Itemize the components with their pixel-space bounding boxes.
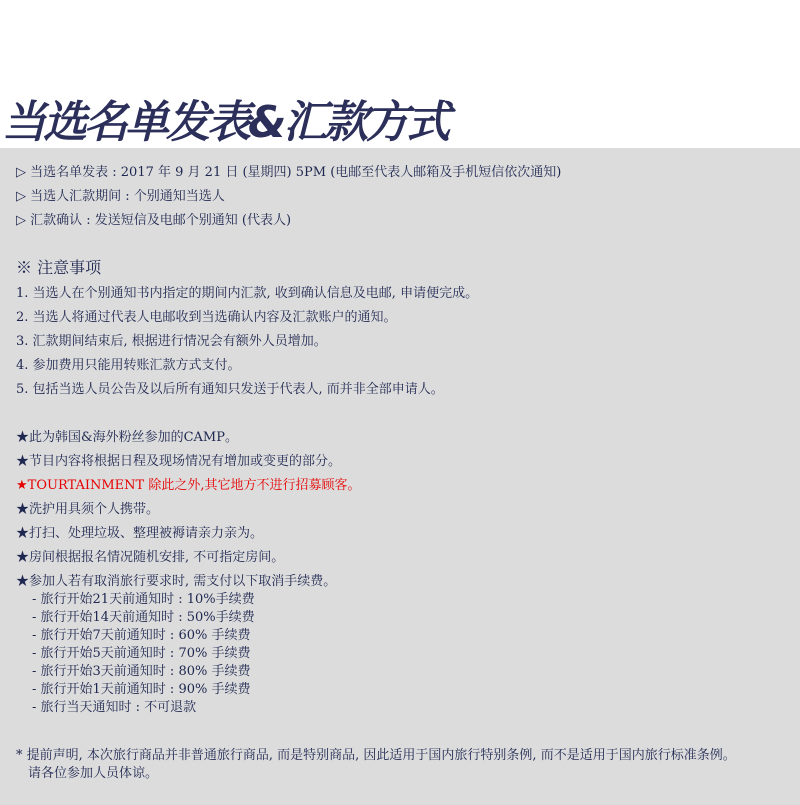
notice-item: 1. 当选人在个别通知书内指定的期间内汇款, 收到确认信息及电邮, 申请便完成。 (16, 286, 479, 301)
cancellation-fee-item: - 旅行开始3天前通知时 : 80% 手续费 (32, 664, 251, 679)
cancellation-fee-item: - 旅行开始21天前通知时 : 10%手续费 (32, 592, 255, 607)
star-note: ★节目内容将根据日程及现场情况有增加或变更的部分。 (16, 454, 342, 469)
schedule-text: 当选名单发表 : 2017 年 9 月 21 日 (星期四) 5PM (电邮至代表人邮箱及手机短信依次通知) (30, 165, 562, 180)
notice-item: 4. 参加费用只能用转账汇款方式支付。 (16, 358, 241, 373)
notice-item: 2. 当选人将通过代表人电邮收到当选确认内容及汇款账户的通知。 (16, 310, 397, 325)
cancellation-fee-item: - 旅行当天通知时 : 不可退款 (32, 700, 197, 715)
disclaimer-line: * 提前声明, 本次旅行商品并非普通旅行商品, 而是特别商品, 因此适用于国内旅行特别条例, 而不是适用于国内旅行标准条例。 (16, 748, 736, 763)
star-note: ★参加人若有取消旅行要求时, 需支付以下取消手续费。 (16, 574, 337, 589)
info-panel (0, 148, 800, 805)
cancellation-fee-item: - 旅行开始14天前通知时 : 50%手续费 (32, 610, 255, 625)
disclaimer-line: 请各位参加人员体谅。 (28, 766, 159, 781)
notice-item: 3. 汇款期间结束后, 根据进行情况会有额外人员增加。 (16, 334, 327, 349)
schedule-text: 当选人汇款期间 : 个别通知当选人 (30, 189, 225, 204)
triangle-right-icon: ▷ (16, 189, 26, 204)
cancellation-fee-item: - 旅行开始7天前通知时 : 60% 手续费 (32, 628, 251, 643)
cancellation-fee-item: - 旅行开始1天前通知时 : 90% 手续费 (32, 682, 251, 697)
schedule-payment-period (16, 188, 225, 206)
notice-heading: ※ 注意事项 (16, 258, 102, 277)
star-note: ★此为韩国&海外粉丝参加的CAMP。 (16, 430, 238, 445)
schedule-announcement (16, 164, 561, 182)
star-note: ★房间根据报名情况随机安排, 不可指定房间。 (16, 550, 285, 565)
star-note: ★打扫、处理垃圾、整理被褥请亲力亲为。 (16, 526, 264, 541)
page-title: 当选名单发表&汇款方式 (2, 97, 448, 148)
notice-item: 5. 包括当选人员公告及以后所有通知只发送于代表人, 而并非全部申请人。 (16, 382, 444, 397)
cancellation-fee-item: - 旅行开始5天前通知时 : 70% 手续费 (32, 646, 251, 661)
triangle-right-icon: ▷ (16, 213, 26, 228)
star-note: ★洗护用具须个人携带。 (16, 502, 160, 517)
schedule-payment-confirmation (16, 212, 291, 230)
schedule-text: 汇款确认 : 发送短信及电邮个别通知 (代表人) (30, 213, 292, 228)
star-note-highlight: ★TOURTAINMENT 除此之外,其它地方不进行招募顾客。 (16, 478, 361, 493)
triangle-right-icon: ▷ (16, 165, 26, 180)
